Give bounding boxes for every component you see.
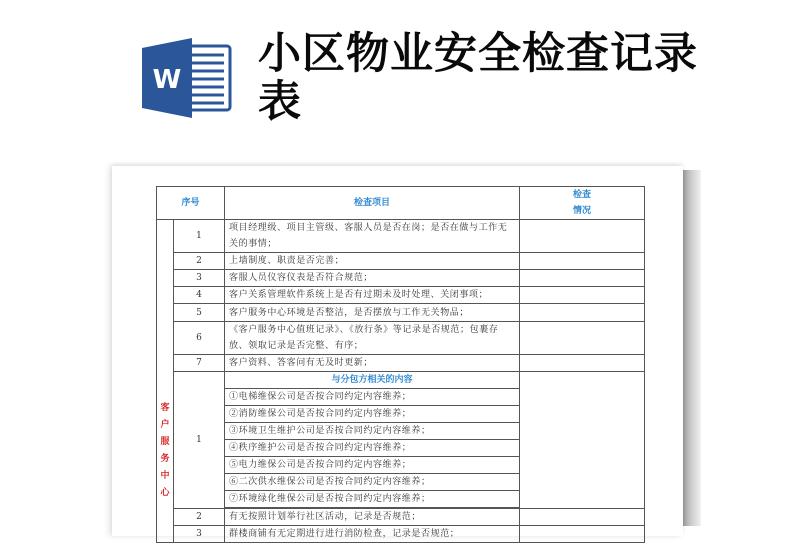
row-item: 客户服务中心环境是否整洁，是否摆放与工作无关物品； — [225, 304, 520, 322]
column-header-status — [520, 187, 645, 220]
subcontract-item: ⑤电力维保公司是否按合同约定内容维养； — [225, 457, 520, 474]
table-row — [157, 253, 645, 270]
table-header-row — [157, 187, 645, 220]
row-number: 5 — [174, 304, 225, 322]
column-header-seq: 序号 — [157, 187, 225, 220]
category-char: 心 — [160, 488, 170, 498]
svg-text:W: W — [152, 65, 182, 95]
row-number: 6 — [174, 322, 225, 355]
subcontract-item: ③环境卫生维护公司是否按合同约定内容维养； — [225, 423, 520, 440]
status-cell[interactable] — [520, 287, 645, 304]
row-item: 客户资料、答客问有无及时更新； — [225, 355, 520, 372]
status-cell[interactable] — [520, 304, 645, 322]
table-row — [157, 526, 645, 543]
category-char: 中 — [160, 471, 170, 481]
table-row — [157, 270, 645, 287]
table-row — [157, 509, 645, 526]
row-number: 2 — [174, 253, 225, 270]
subcontract-item: ①电梯维保公司是否按合同约定内容维养； — [225, 389, 520, 406]
row-number: 3 — [174, 526, 225, 543]
row-number: 2 — [174, 509, 225, 526]
status-cell[interactable] — [520, 509, 645, 526]
row-item: 项目经理级、项目主管级、客服人员是否在岗；是否在做与工作无关的事情； — [225, 220, 520, 253]
row-item: 群楼商铺有无定期进行进行消防检查，记录是否规范； — [225, 526, 520, 543]
row-number: 1 — [174, 372, 225, 509]
category-char: 服 — [160, 437, 170, 447]
category-char: 户 — [160, 420, 170, 430]
page-shadow — [683, 170, 701, 526]
status-cell[interactable] — [520, 270, 645, 287]
table-row — [157, 355, 645, 372]
subcontract-item: ⑦环境绿化维保公司是否按合同约定内容维养； — [225, 491, 520, 508]
subcontract-heading-row — [157, 372, 645, 389]
table-row — [157, 220, 645, 253]
row-item: 客服人员仪容仪表是否符合规范； — [225, 270, 520, 287]
row-item: 有无按照计划举行社区活动，记录是否规范； — [225, 509, 520, 526]
status-cell[interactable] — [520, 322, 645, 355]
subcontract-item: ④秩序维护公司是否按合同约定内容维养； — [225, 440, 520, 457]
row-item: 上墙制度、职责是否完善； — [225, 253, 520, 270]
row-number: 7 — [174, 355, 225, 372]
column-header-item: 检查项目 — [225, 187, 520, 220]
status-cell[interactable] — [520, 355, 645, 372]
page-title: 小区物业安全检查记录表 — [258, 29, 698, 127]
status-cell[interactable] — [520, 253, 645, 270]
category-char: 务 — [160, 454, 170, 464]
word-document-icon — [140, 38, 235, 118]
row-number: 3 — [174, 270, 225, 287]
row-item: 客户关系管理软件系统上是否有过期未及时处理、关闭事项； — [225, 287, 520, 304]
table-row — [157, 287, 645, 304]
table-row — [157, 304, 645, 322]
inspection-table — [156, 186, 645, 543]
row-item: 《客户服务中心值班记录》、《放行条》等记录是否规范；包裹存放、领取记录是否完整、有序； — [225, 322, 520, 355]
row-number: 4 — [174, 287, 225, 304]
status-header-line1: 检查 — [572, 190, 591, 200]
category-char: 客 — [160, 403, 170, 413]
subcontract-item: ②消防维保公司是否按合同约定内容维养； — [225, 406, 520, 423]
subcontract-item: ⑥二次供水维保公司是否按合同约定内容维养； — [225, 474, 520, 491]
subcontract-heading: 与分包方相关的内容 — [225, 372, 520, 389]
status-cell[interactable] — [520, 220, 645, 253]
category-cell — [157, 220, 174, 543]
row-number: 1 — [174, 220, 225, 253]
status-cell[interactable] — [520, 526, 645, 543]
table-row — [157, 322, 645, 355]
status-cell[interactable] — [520, 372, 645, 509]
status-header-line2: 情况 — [572, 206, 591, 216]
